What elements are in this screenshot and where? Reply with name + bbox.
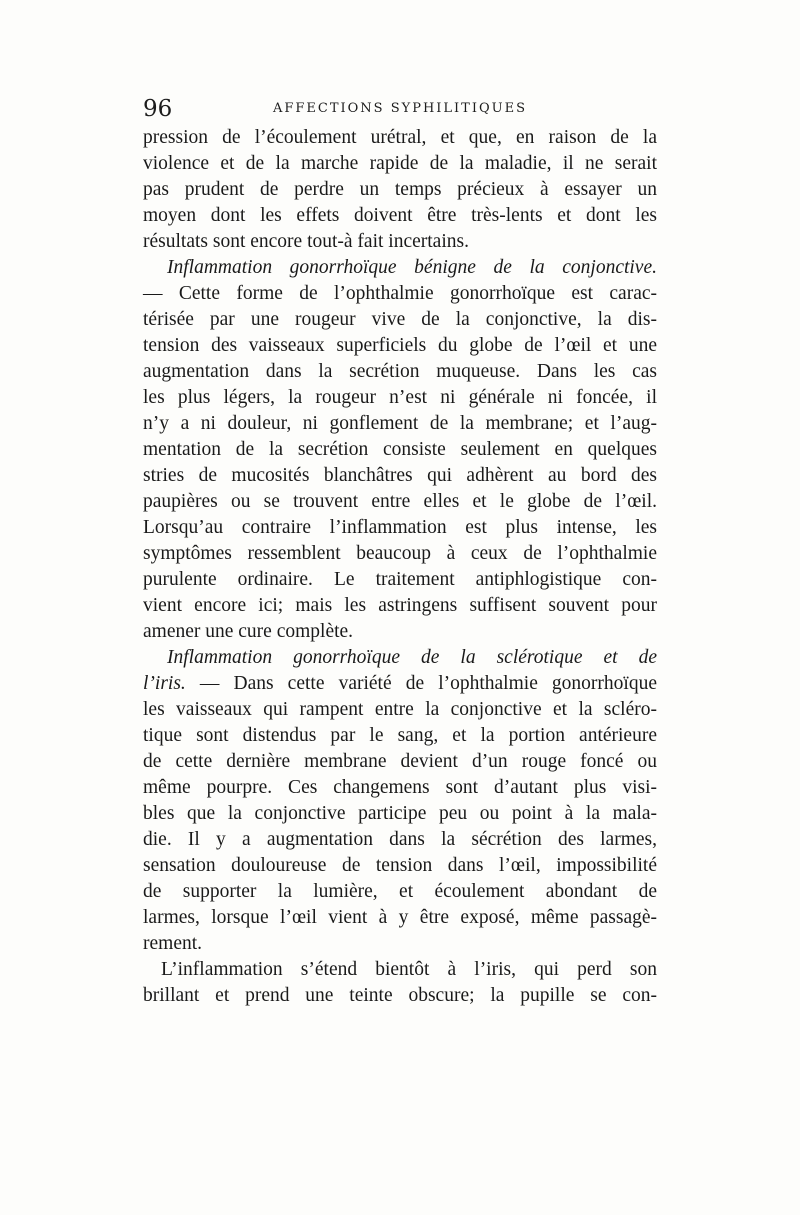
running-head: AFFECTIONS SYPHILITIQUES	[272, 101, 528, 116]
text-line: térisée par une rougeur vive de la conjonctive, la dis-	[143, 309, 657, 330]
text-line: die. Il y a augmentation dans la sécrétion des larmes,	[143, 829, 657, 850]
text-line: larmes, lorsque l’œil vient à y être exposé, même passagè-	[143, 907, 657, 928]
text-line: n’y a ni douleur, ni gonflement de la membrane; et l’aug-	[143, 413, 657, 434]
text-line: même pourpre. Ces changemens sont d’autant plus visi-	[143, 777, 657, 798]
text-line: les vaisseaux qui rampent entre la conjonctive et la scléro-	[143, 699, 657, 720]
text-line: amener une cure complète.	[143, 621, 354, 642]
text-line: vient encore ici; mais les astringens suffisent souvent pour	[143, 595, 657, 616]
text-line: symptômes ressemblent beaucoup à ceux de l’ophthalmie	[143, 543, 657, 564]
section-heading-sclerotique: Inflammation gonorrhoïque de la sclérotique et de	[167, 647, 657, 668]
page-header	[143, 94, 657, 124]
text-line	[143, 671, 657, 697]
page-number: 96	[143, 96, 173, 122]
text-line: paupières ou se trouvent entre elles et le globe de l’œil.	[143, 491, 657, 512]
text-line: de supporter la lumière, et écoulement abondant de	[143, 881, 657, 902]
text-line: mentation de la secrétion consiste seulement en quelques	[143, 439, 657, 460]
text-line: violence et de la marche rapide de la maladie, il ne serait	[143, 153, 657, 174]
text-line: pas prudent de perdre un temps précieux à essayer un	[143, 179, 657, 200]
body-text	[143, 125, 657, 1009]
section-heading-iris: l’iris.	[143, 673, 186, 694]
text-line: stries de mucosités blanchâtres qui adhèrent au bord des	[143, 465, 657, 486]
text-line: Lorsqu’au contraire l’inflammation est plus intense, les	[143, 517, 657, 538]
text-line: rement.	[143, 933, 203, 954]
text-line: les plus légers, la rougeur n’est ni générale ni foncée, il	[143, 387, 657, 408]
text-line: — Cette forme de l’ophthalmie gonorrhoïque est carac-	[143, 283, 657, 304]
text-line: tension des vaisseaux superficiels du globe de l’œil et une	[143, 335, 657, 356]
text-line: augmentation dans la secrétion muqueuse. Dans les cas	[143, 361, 657, 382]
text-line: résultats sont encore tout-à fait incertains.	[143, 231, 469, 252]
text-line: pression de l’écoulement urétral, et que, en raison de la	[143, 127, 657, 148]
text-line: moyen dont les effets doivent être très-lents et dont les	[143, 205, 657, 226]
text-line: de cette dernière membrane devient d’un rouge foncé ou	[143, 751, 657, 772]
text-line: purulente ordinaire. Le traitement antiphlogistique con-	[143, 569, 657, 590]
section-heading-conjonctive: Inflammation gonorrhoïque bénigne de la conjonctive.	[167, 257, 657, 278]
text-fragment: — Dans cette variété de l’ophthalmie gonorrhoïque	[199, 673, 657, 694]
text-line: L’inflammation s’étend bientôt à l’iris, qui perd son	[161, 959, 657, 980]
text-line: tique sont distendus par le sang, et la portion antérieure	[143, 725, 657, 746]
text-line: brillant et prend une teinte obscure; la pupille se con-	[143, 985, 657, 1006]
text-line: bles que la conjonctive participe peu ou point à la mala-	[143, 803, 657, 824]
text-line: sensation douloureuse de tension dans l’œil, impossibilité	[143, 855, 657, 876]
